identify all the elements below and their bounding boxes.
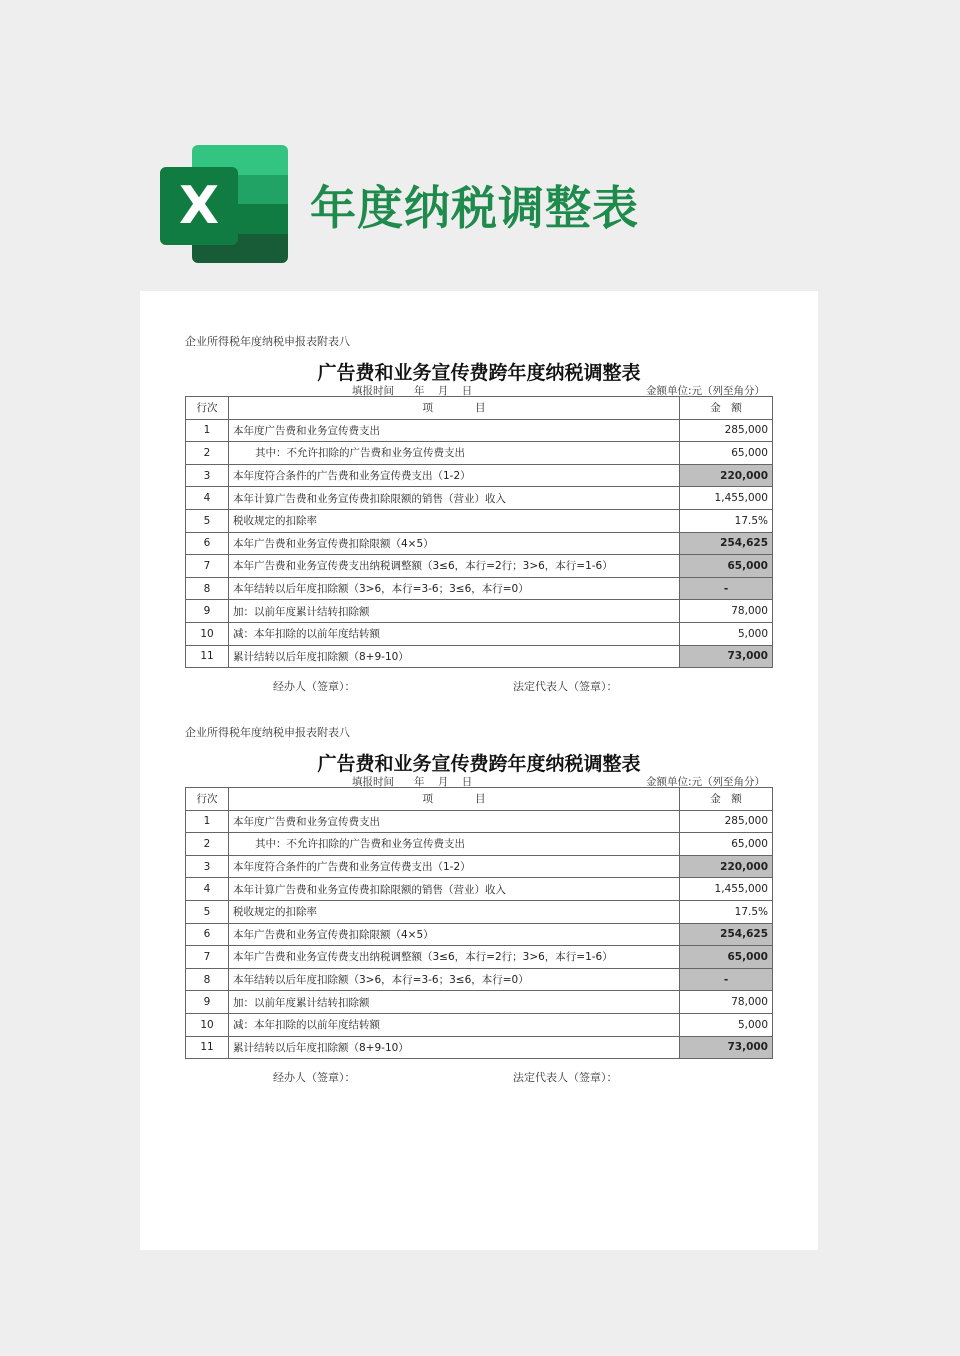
form-subheader [185, 382, 773, 396]
form-subheader [185, 773, 773, 787]
row-amount: 65,000 [680, 555, 773, 578]
row-item: 税收规定的扣除率 [229, 509, 680, 532]
row-number: 3 [186, 855, 229, 878]
table-row [186, 855, 773, 878]
form-title: 广告费和业务宣传费跨年度纳税调整表 [317, 753, 641, 775]
table-row [186, 878, 773, 901]
table-row [186, 1013, 773, 1036]
table-row [186, 622, 773, 645]
row-item: 其中：不允许扣除的广告费和业务宣传费支出 [229, 833, 680, 856]
row-amount: 65,000 [680, 442, 773, 465]
row-number: 8 [186, 968, 229, 991]
row-amount: 73,000 [680, 1036, 773, 1059]
table-row [186, 1036, 773, 1059]
signature-row [185, 1069, 773, 1089]
row-item: 本年广告费和业务宣传费扣除限额（4×5） [229, 532, 680, 555]
tax-form-1 [185, 333, 773, 698]
row-item: 本年度广告费和业务宣传费支出 [229, 810, 680, 833]
row-item: 累计结转以后年度扣除额（8+9-10） [229, 1036, 680, 1059]
row-number: 5 [186, 900, 229, 923]
row-item: 本年度广告费和业务宣传费支出 [229, 419, 680, 442]
table-row [186, 991, 773, 1014]
row-item: 本年广告费和业务宣传费扣除限额（4×5） [229, 923, 680, 946]
column-header: 金 额 [680, 397, 773, 420]
row-amount: 254,625 [680, 532, 773, 555]
row-number: 4 [186, 487, 229, 510]
row-number: 4 [186, 878, 229, 901]
legal-rep-label: 法定代表人（签章）： [513, 680, 618, 694]
tax-table [185, 787, 773, 1059]
table-row [186, 968, 773, 991]
column-header: 行次 [186, 397, 229, 420]
logo-letter: X [160, 167, 238, 245]
amount-unit: 金额单位:元（列至角分） [645, 385, 765, 397]
row-number: 9 [186, 600, 229, 623]
column-header: 项 目 [229, 788, 680, 811]
row-amount: 1,455,000 [680, 487, 773, 510]
table-header-row [186, 788, 773, 811]
row-amount: 220,000 [680, 855, 773, 878]
row-number: 11 [186, 1036, 229, 1059]
table-row [186, 464, 773, 487]
row-amount: 254,625 [680, 923, 773, 946]
row-item: 累计结转以后年度扣除额（8+9-10） [229, 645, 680, 668]
row-item: 本年广告费和业务宣传费支出纳税调整额（3≤6，本行=2行；3>6，本行=1-6） [229, 555, 680, 578]
tax-table [185, 396, 773, 668]
table-row [186, 442, 773, 465]
form-attachment-label: 企业所得税年度纳税申报表附表八 [185, 335, 350, 348]
tax-form-2 [185, 724, 773, 1089]
row-amount: 17.5% [680, 900, 773, 923]
row-number: 6 [186, 923, 229, 946]
column-header: 行次 [186, 788, 229, 811]
row-amount: 1,455,000 [680, 878, 773, 901]
row-number: 11 [186, 645, 229, 668]
row-amount: 78,000 [680, 991, 773, 1014]
row-amount: 78,000 [680, 600, 773, 623]
table-row [186, 509, 773, 532]
row-item: 减：本年扣除的以前年度结转额 [229, 1013, 680, 1036]
signer-label: 经办人（签章）： [273, 1071, 356, 1085]
row-amount: 73,000 [680, 645, 773, 668]
row-number: 1 [186, 810, 229, 833]
row-number: 5 [186, 509, 229, 532]
excel-logo-icon [160, 145, 288, 263]
table-row [186, 923, 773, 946]
table-row [186, 900, 773, 923]
row-amount: 285,000 [680, 419, 773, 442]
row-amount: 220,000 [680, 464, 773, 487]
row-number: 7 [186, 555, 229, 578]
fill-date: 填报时间 年 月 日 [352, 385, 473, 397]
row-amount: 65,000 [680, 946, 773, 969]
row-item: 本年广告费和业务宣传费支出纳税调整额（3≤6，本行=2行；3>6，本行=1-6） [229, 946, 680, 969]
row-number: 10 [186, 1013, 229, 1036]
row-amount: 5,000 [680, 1013, 773, 1036]
row-amount: - [680, 577, 773, 600]
row-number: 9 [186, 991, 229, 1014]
table-row [186, 645, 773, 668]
column-header: 项 目 [229, 397, 680, 420]
signer-label: 经办人（签章）： [273, 680, 356, 694]
row-amount: 285,000 [680, 810, 773, 833]
row-item: 加：以前年度累计结转扣除额 [229, 600, 680, 623]
row-number: 7 [186, 946, 229, 969]
row-item: 其中：不允许扣除的广告费和业务宣传费支出 [229, 442, 680, 465]
form-title: 广告费和业务宣传费跨年度纳税调整表 [317, 362, 641, 384]
fill-date: 填报时间 年 月 日 [352, 776, 473, 788]
row-number: 10 [186, 622, 229, 645]
row-number: 2 [186, 833, 229, 856]
row-amount: 17.5% [680, 509, 773, 532]
row-amount: - [680, 968, 773, 991]
form-attachment-label: 企业所得税年度纳税申报表附表八 [185, 726, 350, 739]
row-item: 税收规定的扣除率 [229, 900, 680, 923]
row-item: 本年度符合条件的广告费和业务宣传费支出（1-2） [229, 464, 680, 487]
row-number: 3 [186, 464, 229, 487]
row-item: 本年结转以后年度扣除额（3>6，本行=3-6；3≤6，本行=0） [229, 968, 680, 991]
row-number: 6 [186, 532, 229, 555]
column-header: 金 额 [680, 788, 773, 811]
table-row [186, 577, 773, 600]
page-title: 年度纳税调整表 [310, 181, 639, 235]
row-number: 2 [186, 442, 229, 465]
table-header-row [186, 397, 773, 420]
table-row [186, 946, 773, 969]
legal-rep-label: 法定代表人（签章）： [513, 1071, 618, 1085]
row-item: 本年计算广告费和业务宣传费扣除限额的销售（营业）收入 [229, 487, 680, 510]
row-item: 本年结转以后年度扣除额（3>6，本行=3-6；3≤6，本行=0） [229, 577, 680, 600]
amount-unit: 金额单位:元（列至角分） [645, 776, 765, 788]
table-row [186, 600, 773, 623]
row-number: 1 [186, 419, 229, 442]
row-amount: 65,000 [680, 833, 773, 856]
row-item: 本年计算广告费和业务宣传费扣除限额的销售（营业）收入 [229, 878, 680, 901]
row-item: 减：本年扣除的以前年度结转额 [229, 622, 680, 645]
table-row [186, 487, 773, 510]
row-number: 8 [186, 577, 229, 600]
table-row [186, 419, 773, 442]
row-amount: 5,000 [680, 622, 773, 645]
table-row [186, 810, 773, 833]
signature-row [185, 678, 773, 698]
table-row [186, 555, 773, 578]
table-row [186, 833, 773, 856]
row-item: 本年度符合条件的广告费和业务宣传费支出（1-2） [229, 855, 680, 878]
row-item: 加：以前年度累计结转扣除额 [229, 991, 680, 1014]
table-row [186, 532, 773, 555]
